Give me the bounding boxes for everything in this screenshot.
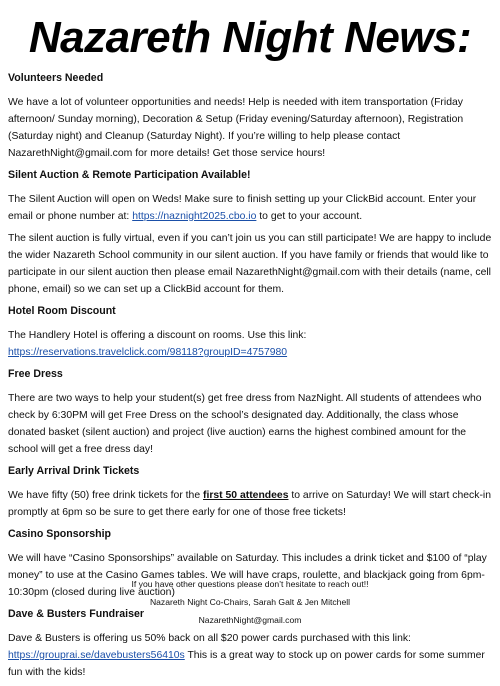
footer-questions: If you have other questions please don’t hesitate to reach out!! <box>131 579 369 589</box>
dave-busters-link[interactable]: https://grouprai.se/davebusters56410s <box>8 650 185 661</box>
auction-paragraph-2: The silent auction is fully virtual, even if you can’t join us you can still participate! We are happy to include the wider Nazareth School community in our silent auction. If you have family or friends that would like to participate in our silent auction then please email NazarethNight@gmail.com with their details (name, cell phone, email) so we can set up a ClickBid account for them. <box>8 233 492 295</box>
section-hotel <box>8 303 492 361</box>
volunteers-body: We have a lot of volunteer opportunities and needs! Help is needed with item transportation (Friday afternoon/ Sunday morning), Decoration & Setup (Friday evening/Saturday afternoon), Registration (Saturday night) and Cleanup (Saturday Night). If you’re willing to help please contact NazarethNight@gmail.com for more details! Get those service hours! <box>8 97 464 159</box>
hotel-reservation-link[interactable]: https://reservations.travelclick.com/98118?groupID=4757980 <box>8 347 288 358</box>
hotel-body <box>8 327 492 361</box>
auction-heading: Silent Auction & Remote Participation Available! <box>8 169 251 181</box>
dave-busters-heading: Dave & Busters Fundraiser <box>8 608 145 620</box>
casino-body: We will have “Casino Sponsorships” available on Saturday. This includes a drink ticket and $100 of “play money” to use at the Casino Games tables. We will have craps, roulette, and blackjack going from 6pm-10:30pm (closed during live auction) <box>8 553 487 598</box>
early-arrival-heading: Early Arrival Drink Tickets <box>8 465 140 477</box>
hotel-heading: Hotel Room Discount <box>8 305 116 317</box>
casino-heading: Casino Sponsorship <box>8 528 112 540</box>
footer-email: NazarethNight@gmail.com <box>198 615 302 625</box>
dave-busters-body <box>8 630 492 681</box>
dave-busters-text-before: Dave & Busters is offering us 50% back on all $20 power cards purchased with this link: <box>8 633 411 644</box>
early-arrival-body <box>8 487 492 521</box>
footer <box>0 575 500 629</box>
section-free-dress <box>8 366 492 458</box>
free-dress-body: There are two ways to help your student(s) get free dress from NazNight. All students of attendees who check by 6:30PM will get Free Dress on the school’s designated day. Additionally, the class whose donated basket (silent auction) and project (live auction) earns the highest combined amount for the school will get a free dress day! <box>8 393 482 455</box>
section-auction <box>8 167 492 298</box>
volunteers-heading: Volunteers Needed <box>8 72 104 84</box>
newsletter-title: Nazareth Night News: <box>28 13 472 62</box>
dave-busters-text-after: This is a great way to stock up on power cards for some summer fun with the kids! <box>8 650 485 678</box>
section-early-arrival <box>8 463 492 521</box>
hotel-text: The Handlery Hotel is offering a discount on rooms. Use this link: <box>8 330 307 341</box>
auction-p1-text-after: to get to your account. <box>256 211 363 222</box>
first-50-emphasis: first 50 attendees <box>203 490 289 501</box>
early-arrival-text-before: We have fifty (50) free drink tickets for the <box>8 490 203 501</box>
auction-p1-text-before: The Silent Auction will open on Weds! Make sure to finish setting up your ClickBid account. Enter your email or phone number at: <box>8 194 477 222</box>
auction-paragraph-1 <box>8 191 492 225</box>
free-dress-heading: Free Dress <box>8 368 63 380</box>
early-arrival-text-after: to arrive on Saturday! We will start check-in promptly at 6pm so be sure to get there early for one of those free tickets! <box>8 490 491 518</box>
section-volunteers <box>8 70 492 162</box>
footer-cochairs: Nazareth Night Co-Chairs, Sarah Galt & Jen Mitchell <box>149 597 351 607</box>
clickbid-link[interactable]: https://naznight2025.cbo.io <box>132 211 257 222</box>
